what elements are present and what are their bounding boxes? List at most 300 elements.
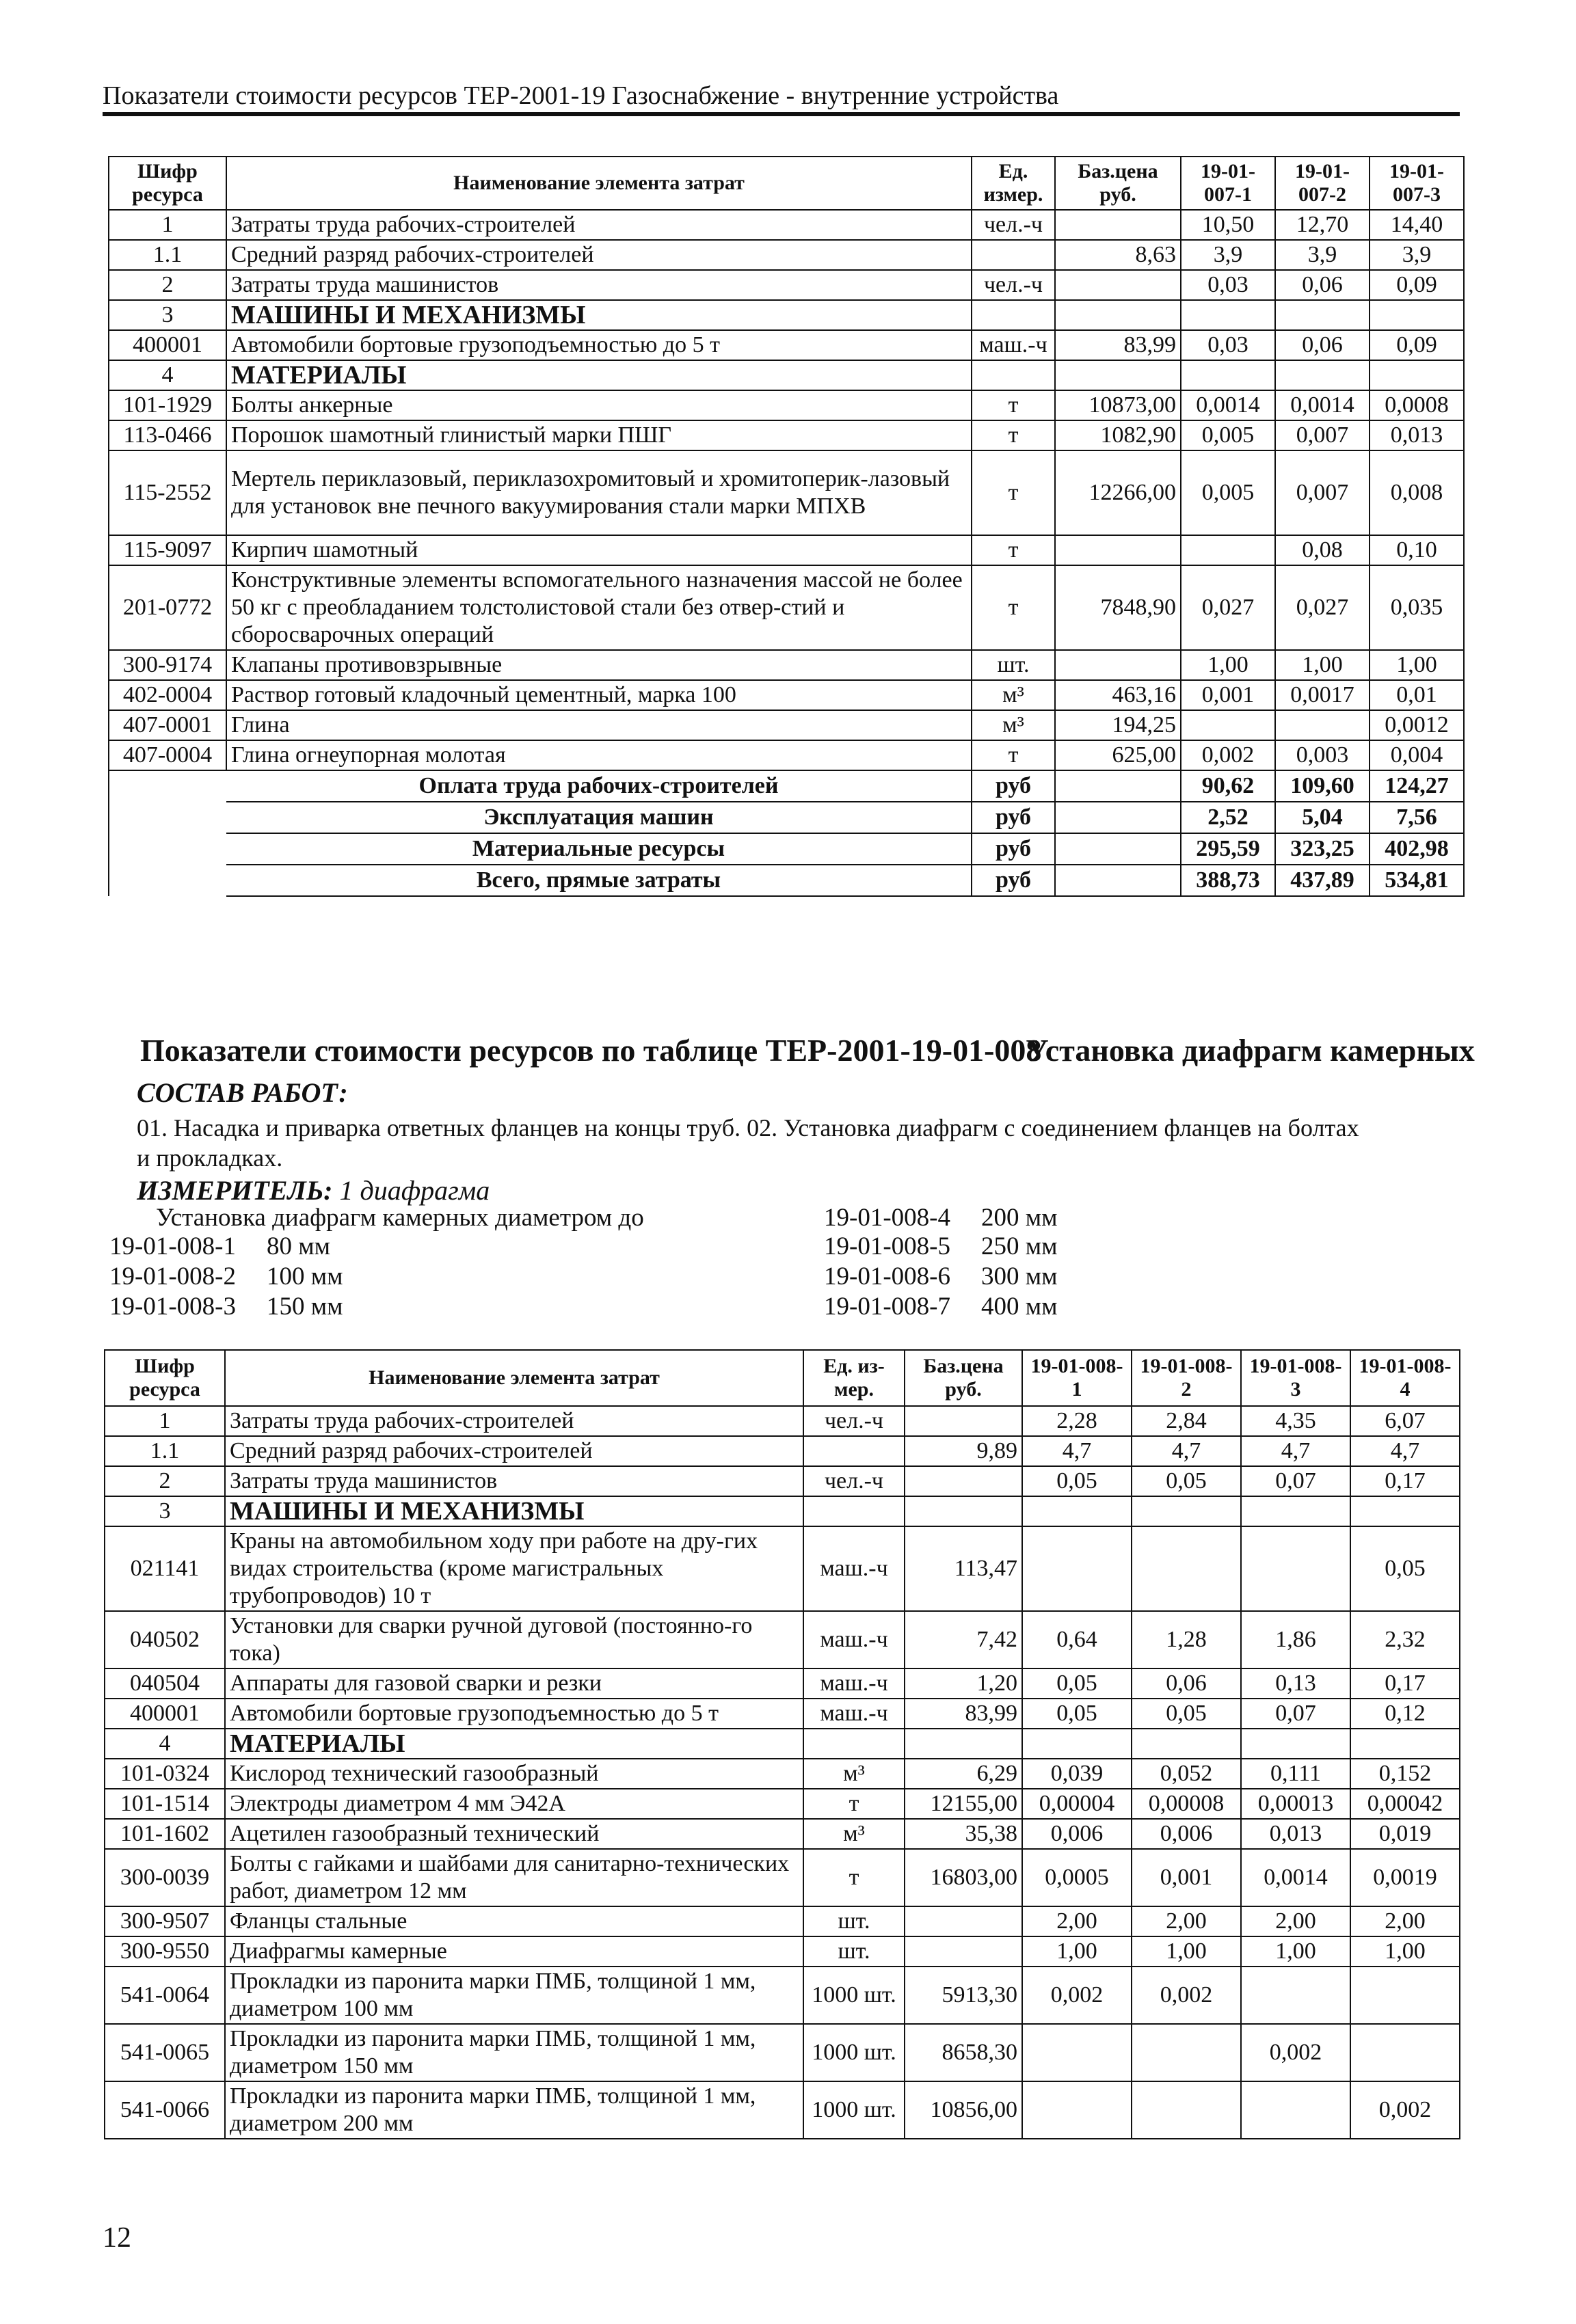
value-4: 0,05 — [1350, 1526, 1460, 1611]
col-price-header: Баз.цена руб. — [1055, 157, 1181, 210]
value-1: 0,0005 — [1022, 1849, 1132, 1906]
value-3: 2,00 — [1241, 1906, 1350, 1936]
measure-item — [109, 1232, 330, 1261]
value-3 — [1241, 2081, 1350, 2139]
resource-table-007 — [108, 156, 1465, 897]
base-price: 83,99 — [1055, 330, 1181, 360]
value-1 — [1022, 2081, 1132, 2139]
value-1: 1,00 — [1022, 1936, 1132, 1967]
table-row — [105, 1526, 1460, 1611]
value-3: 1,86 — [1241, 1611, 1350, 1668]
measure-value: 250 мм — [981, 1232, 1058, 1260]
total-value-2: 437,89 — [1275, 865, 1370, 896]
resource-name: Затраты труда рабочих-строителей — [225, 1406, 803, 1436]
value-4: 0,019 — [1350, 1819, 1460, 1849]
value-4: 0,17 — [1350, 1466, 1460, 1496]
value-1: 0,002 — [1181, 740, 1275, 770]
resource-code: 115-9097 — [109, 535, 226, 565]
resource-code: 541-0066 — [105, 2081, 225, 2139]
value-1: 0,05 — [1022, 1668, 1132, 1699]
col-c2-header: 19-01-008-2 — [1132, 1350, 1241, 1406]
resource-code: 101-1602 — [105, 1819, 225, 1849]
value-3: 0,035 — [1370, 565, 1464, 650]
resource-name: Раствор готовый кладочный цементный, марка 100 — [226, 680, 972, 710]
value-4 — [1350, 1967, 1460, 2024]
total-unit: руб — [972, 770, 1055, 802]
value-4: 0,0019 — [1350, 1849, 1460, 1906]
resource-name: Затраты труда рабочих-строителей — [226, 210, 972, 240]
col-code-header: Шифр ресурса — [109, 157, 226, 210]
total-value-3: 7,56 — [1370, 802, 1464, 833]
table-row — [105, 1611, 1460, 1668]
work-composition-label: СОСТАВ РАБОТ: — [137, 1077, 348, 1108]
table-row — [109, 210, 1464, 240]
base-price — [1055, 210, 1181, 240]
total-value-1: 388,73 — [1181, 865, 1275, 896]
value-4 — [1350, 1729, 1460, 1759]
value-1: 0,005 — [1181, 450, 1275, 535]
base-price — [905, 1906, 1022, 1936]
unit: м³ — [972, 710, 1055, 740]
value-2: 0,06 — [1132, 1668, 1241, 1699]
value-4: 0,002 — [1350, 2081, 1460, 2139]
unit: т — [972, 565, 1055, 650]
table-row — [109, 360, 1464, 390]
table-row — [105, 1967, 1460, 2024]
resource-code: 300-9174 — [109, 650, 226, 680]
table-2-title — [140, 1032, 1475, 1068]
value-4 — [1350, 2024, 1460, 2081]
unit: чел.-ч — [972, 270, 1055, 300]
value-1: 0,0014 — [1181, 390, 1275, 420]
table-row — [105, 1906, 1460, 1936]
table-row — [109, 680, 1464, 710]
value-3 — [1241, 1496, 1350, 1526]
value-1: 0,005 — [1181, 420, 1275, 450]
unit: шт. — [803, 1906, 905, 1936]
resource-code: 113-0466 — [109, 420, 226, 450]
value-1: 0,006 — [1022, 1819, 1132, 1849]
table-row — [105, 1819, 1460, 1849]
resource-name: Болты с гайками и шайбами для санитарно-технических работ, диаметром 12 мм — [225, 1849, 803, 1906]
value-3: 0,09 — [1370, 330, 1464, 360]
resource-name: Прокладки из паронита марки ПМБ, толщиной 1 мм, диаметром 100 мм — [225, 1967, 803, 2024]
resource-code: 541-0065 — [105, 2024, 225, 2081]
total-value-2: 5,04 — [1275, 802, 1370, 833]
meter-row — [137, 1174, 490, 1206]
value-1: 10,50 — [1181, 210, 1275, 240]
base-price: 12266,00 — [1055, 450, 1181, 535]
empty-cell — [109, 865, 226, 896]
unit: т — [972, 390, 1055, 420]
table-row — [105, 2081, 1460, 2139]
value-3 — [1370, 360, 1464, 390]
resource-code: 400001 — [109, 330, 226, 360]
value-2: 0,027 — [1275, 565, 1370, 650]
empty-cell — [109, 770, 226, 802]
table-row — [109, 270, 1464, 300]
table-row — [105, 1759, 1460, 1789]
base-price: 10856,00 — [905, 2081, 1022, 2139]
table-row — [105, 1699, 1460, 1729]
base-price — [905, 1466, 1022, 1496]
value-1 — [1181, 300, 1275, 330]
value-2: 0,0017 — [1275, 680, 1370, 710]
unit: т — [972, 420, 1055, 450]
total-row — [109, 865, 1464, 896]
resource-name: Болты анкерные — [226, 390, 972, 420]
col-code-header: Шифр ресурса — [105, 1350, 225, 1406]
measure-value: 300 мм — [981, 1262, 1058, 1291]
col-unit-header: Ед. из-мер. — [803, 1350, 905, 1406]
value-3: 0,13 — [1241, 1668, 1350, 1699]
unit: м³ — [803, 1819, 905, 1849]
measures-intro: Установка диафрагм камерных диаметром до — [156, 1204, 644, 1232]
value-4: 0,12 — [1350, 1699, 1460, 1729]
base-price: 194,25 — [1055, 710, 1181, 740]
base-price: 8,63 — [1055, 240, 1181, 270]
unit: т — [803, 1789, 905, 1819]
col-c2-header: 19-01-007-2 — [1275, 157, 1370, 210]
resource-name: Краны на автомобильном ходу при работе на дру-гих видах строительства (кроме магистральных трубопроводов) 10 т — [225, 1526, 803, 1611]
total-value-1: 90,62 — [1181, 770, 1275, 802]
value-3 — [1241, 1729, 1350, 1759]
value-2: 0,006 — [1132, 1819, 1241, 1849]
value-3: 4,7 — [1241, 1436, 1350, 1466]
table-row — [105, 1496, 1460, 1526]
value-2: 0,0014 — [1275, 390, 1370, 420]
unit: т — [803, 1849, 905, 1906]
value-2 — [1132, 2081, 1241, 2139]
value-1 — [1022, 1729, 1132, 1759]
measure-value: 200 мм — [981, 1204, 1058, 1232]
unit — [972, 240, 1055, 270]
resource-name: Средний разряд рабочих-строителей — [225, 1436, 803, 1466]
measure-code: 19-01-008-7 — [824, 1293, 950, 1321]
total-value-3: 124,27 — [1370, 770, 1464, 802]
resource-name: МАШИНЫ И МЕХАНИЗМЫ — [225, 1496, 803, 1526]
base-price: 7848,90 — [1055, 565, 1181, 650]
unit: маш.-ч — [803, 1611, 905, 1668]
value-2: 0,00008 — [1132, 1789, 1241, 1819]
value-1: 0,00004 — [1022, 1789, 1132, 1819]
work-text-line-2: и прокладках. — [137, 1144, 283, 1172]
measure-code: 19-01-008-1 — [109, 1232, 236, 1260]
value-1: 1,00 — [1181, 650, 1275, 680]
resource-name: Затраты труда машинистов — [225, 1466, 803, 1496]
value-3: 3,9 — [1370, 240, 1464, 270]
value-4: 0,152 — [1350, 1759, 1460, 1789]
col-unit-header: Ед. измер. — [972, 157, 1055, 210]
value-1: 0,05 — [1022, 1466, 1132, 1496]
resource-code: 2 — [109, 270, 226, 300]
value-2: 0,05 — [1132, 1466, 1241, 1496]
table-row — [109, 535, 1464, 565]
empty-cell — [1055, 802, 1181, 833]
base-price: 6,29 — [905, 1759, 1022, 1789]
value-2: 0,002 — [1132, 1967, 1241, 2024]
base-price: 9,89 — [905, 1436, 1022, 1466]
empty-cell — [109, 833, 226, 865]
base-price — [1055, 270, 1181, 300]
measure-code: 19-01-008-6 — [824, 1262, 950, 1291]
total-row — [109, 770, 1464, 802]
total-value-3: 534,81 — [1370, 865, 1464, 896]
base-price — [905, 1496, 1022, 1526]
value-1: 0,03 — [1181, 330, 1275, 360]
value-3: 0,013 — [1370, 420, 1464, 450]
resource-code: 3 — [109, 300, 226, 330]
resource-name: Прокладки из паронита марки ПМБ, толщиной 1 мм, диаметром 200 мм — [225, 2081, 803, 2139]
unit: чел.-ч — [803, 1406, 905, 1436]
total-name: Оплата труда рабочих-строителей — [226, 770, 972, 802]
unit: 1000 шт. — [803, 2081, 905, 2139]
value-2: 1,00 — [1275, 650, 1370, 680]
measure-value: 80 мм — [267, 1232, 331, 1260]
table-row — [109, 565, 1464, 650]
resource-code: 101-1929 — [109, 390, 226, 420]
resource-name: Кирпич шамотный — [226, 535, 972, 565]
resource-code: 4 — [109, 360, 226, 390]
col-c3-header: 19-01-007-3 — [1370, 157, 1464, 210]
resource-code: 541-0064 — [105, 1967, 225, 2024]
unit: чел.-ч — [803, 1466, 905, 1496]
value-2: 0,001 — [1132, 1849, 1241, 1906]
measure-item — [824, 1292, 1058, 1321]
total-value-2: 109,60 — [1275, 770, 1370, 802]
value-3: 4,35 — [1241, 1406, 1350, 1436]
table-2-title-right: Установка диафрагм камерных — [1026, 1033, 1475, 1068]
resource-name: МАТЕРИАЛЫ — [225, 1729, 803, 1759]
col-c1-header: 19-01-007-1 — [1181, 157, 1275, 210]
value-1: 0,05 — [1022, 1699, 1132, 1729]
value-2: 3,9 — [1275, 240, 1370, 270]
col-name-header: Наименование элемента затрат — [225, 1350, 803, 1406]
resource-code: 300-9507 — [105, 1906, 225, 1936]
value-3: 1,00 — [1241, 1936, 1350, 1967]
resource-code: 101-1514 — [105, 1789, 225, 1819]
resource-code: 1.1 — [105, 1436, 225, 1466]
value-1 — [1181, 535, 1275, 565]
unit: 1000 шт. — [803, 2024, 905, 2081]
value-3: 0,00013 — [1241, 1789, 1350, 1819]
value-1: 2,28 — [1022, 1406, 1132, 1436]
table-row — [105, 1436, 1460, 1466]
empty-cell — [109, 802, 226, 833]
work-text-line-1: 01. Насадка и приварка ответных фланцев на концы труб. 02. Установка диафрагм с соединением фланцев на болтах — [137, 1114, 1359, 1141]
resource-code: 040502 — [105, 1611, 225, 1668]
value-2 — [1275, 360, 1370, 390]
resource-code: 101-0324 — [105, 1759, 225, 1789]
value-2 — [1132, 2024, 1241, 2081]
value-4: 1,00 — [1350, 1936, 1460, 1967]
value-2 — [1275, 710, 1370, 740]
table-row — [109, 740, 1464, 770]
value-2: 0,05 — [1132, 1699, 1241, 1729]
resource-code: 407-0001 — [109, 710, 226, 740]
base-price: 12155,00 — [905, 1789, 1022, 1819]
base-price — [1055, 360, 1181, 390]
base-price — [1055, 535, 1181, 565]
value-4: 2,00 — [1350, 1906, 1460, 1936]
measure-code: 19-01-008-5 — [824, 1232, 950, 1260]
base-price: 113,47 — [905, 1526, 1022, 1611]
resource-code: 4 — [105, 1729, 225, 1759]
base-price: 1082,90 — [1055, 420, 1181, 450]
resource-name: Фланцы стальные — [225, 1906, 803, 1936]
value-3: 0,01 — [1370, 680, 1464, 710]
measure-value: 100 мм — [267, 1262, 343, 1291]
value-2 — [1275, 300, 1370, 330]
resource-name: Затраты труда машинистов — [226, 270, 972, 300]
value-2: 1,28 — [1132, 1611, 1241, 1668]
value-3: 0,0008 — [1370, 390, 1464, 420]
unit — [803, 1496, 905, 1526]
measure-item — [109, 1292, 343, 1321]
unit: т — [972, 740, 1055, 770]
value-3: 0,013 — [1241, 1819, 1350, 1849]
resource-code: 400001 — [105, 1699, 225, 1729]
unit: маш.-ч — [972, 330, 1055, 360]
unit: 1000 шт. — [803, 1967, 905, 2024]
value-1 — [1022, 1526, 1132, 1611]
resource-name: Кислород технический газообразный — [225, 1759, 803, 1789]
measure-code: 19-01-008-3 — [109, 1293, 236, 1321]
value-3: 0,07 — [1241, 1466, 1350, 1496]
value-2: 2,84 — [1132, 1406, 1241, 1436]
value-1: 3,9 — [1181, 240, 1275, 270]
value-4: 0,17 — [1350, 1668, 1460, 1699]
value-3: 0,002 — [1241, 2024, 1350, 2081]
table-row — [109, 650, 1464, 680]
base-price — [1055, 300, 1181, 330]
base-price: 1,20 — [905, 1668, 1022, 1699]
value-2 — [1132, 1496, 1241, 1526]
resource-code: 300-0039 — [105, 1849, 225, 1906]
resource-name: Электроды диаметром 4 мм Э42А — [225, 1789, 803, 1819]
base-price — [905, 1406, 1022, 1436]
resource-code: 1 — [105, 1406, 225, 1436]
value-3: 0,111 — [1241, 1759, 1350, 1789]
resource-code: 040504 — [105, 1668, 225, 1699]
value-3 — [1241, 1967, 1350, 2024]
table-header-row — [105, 1350, 1460, 1406]
value-1: 0,03 — [1181, 270, 1275, 300]
value-2: 0,003 — [1275, 740, 1370, 770]
table-row — [105, 1668, 1460, 1699]
unit: чел.-ч — [972, 210, 1055, 240]
resource-code: 1.1 — [109, 240, 226, 270]
page-number: 12 — [103, 2222, 131, 2254]
base-price: 625,00 — [1055, 740, 1181, 770]
measure-item — [824, 1262, 1058, 1291]
table-row — [109, 330, 1464, 360]
resource-name: Средний разряд рабочих-строителей — [226, 240, 972, 270]
value-2 — [1132, 1526, 1241, 1611]
value-1: 2,00 — [1022, 1906, 1132, 1936]
resource-code: 402-0004 — [109, 680, 226, 710]
unit — [972, 300, 1055, 330]
base-price: 10873,00 — [1055, 390, 1181, 420]
measure-value: 150 мм — [267, 1293, 343, 1321]
total-unit: руб — [972, 865, 1055, 896]
resource-name: Прокладки из паронита марки ПМБ, толщиной 1 мм, диаметром 150 мм — [225, 2024, 803, 2081]
table-row — [105, 1936, 1460, 1967]
unit — [803, 1436, 905, 1466]
resource-name: Установки для сварки ручной дуговой (постоянно-го тока) — [225, 1611, 803, 1668]
meter-value: 1 диафрагма — [339, 1175, 490, 1206]
resource-name: Автомобили бортовые грузоподъемностью до 5 т — [226, 330, 972, 360]
resource-name: Глина — [226, 710, 972, 740]
measure-item — [109, 1262, 343, 1291]
resource-name: Глина огнеупорная молотая — [226, 740, 972, 770]
unit: м³ — [803, 1759, 905, 1789]
resource-name: Диафрагмы камерные — [225, 1936, 803, 1967]
value-1 — [1022, 2024, 1132, 2081]
table-row — [109, 710, 1464, 740]
meter-label: ИЗМЕРИТЕЛЬ: — [137, 1175, 333, 1206]
value-1: 0,64 — [1022, 1611, 1132, 1668]
value-2: 0,08 — [1275, 535, 1370, 565]
resource-code: 115-2552 — [109, 450, 226, 535]
value-1: 4,7 — [1022, 1436, 1132, 1466]
value-3: 0,0012 — [1370, 710, 1464, 740]
col-c1-header: 19-01-008-1 — [1022, 1350, 1132, 1406]
measure-item — [824, 1203, 1058, 1232]
col-c3-header: 19-01-008-3 — [1241, 1350, 1350, 1406]
table-row — [105, 1729, 1460, 1759]
base-price: 7,42 — [905, 1611, 1022, 1668]
unit: маш.-ч — [803, 1526, 905, 1611]
base-price — [905, 1729, 1022, 1759]
table-header-row — [109, 157, 1464, 210]
value-2: 4,7 — [1132, 1436, 1241, 1466]
resource-code: 1 — [109, 210, 226, 240]
resource-code: 021141 — [105, 1526, 225, 1611]
base-price — [1055, 650, 1181, 680]
value-1: 0,027 — [1181, 565, 1275, 650]
base-price: 8658,30 — [905, 2024, 1022, 2081]
table-row — [109, 450, 1464, 535]
total-row — [109, 833, 1464, 865]
base-price: 16803,00 — [905, 1849, 1022, 1906]
total-value-3: 402,98 — [1370, 833, 1464, 865]
resource-table-008 — [104, 1349, 1460, 2139]
value-1 — [1181, 360, 1275, 390]
resource-name: Конструктивные элементы вспомогательного назначения массой не более 50 кг с преобладанием толстолистовой стали без отвер-стий и сборосварочных операций — [226, 565, 972, 650]
total-value-2: 323,25 — [1275, 833, 1370, 865]
value-1: 0,001 — [1181, 680, 1275, 710]
resource-name: Аппараты для газовой сварки и резки — [225, 1668, 803, 1699]
value-2: 0,06 — [1275, 330, 1370, 360]
total-name: Эксплуатация машин — [226, 802, 972, 833]
col-price-header: Баз.цена руб. — [905, 1350, 1022, 1406]
resource-code: 300-9550 — [105, 1936, 225, 1967]
unit: шт. — [803, 1936, 905, 1967]
unit — [803, 1729, 905, 1759]
value-4 — [1350, 1496, 1460, 1526]
resource-name: МАШИНЫ И МЕХАНИЗМЫ — [226, 300, 972, 330]
resource-name: Порошок шамотный глинистый марки ПШГ — [226, 420, 972, 450]
total-name: Материальные ресурсы — [226, 833, 972, 865]
base-price — [905, 1936, 1022, 1967]
base-price: 35,38 — [905, 1819, 1022, 1849]
value-4: 4,7 — [1350, 1436, 1460, 1466]
resource-name: Ацетилен газообразный технический — [225, 1819, 803, 1849]
table-row — [105, 2024, 1460, 2081]
total-value-1: 2,52 — [1181, 802, 1275, 833]
value-1 — [1181, 710, 1275, 740]
